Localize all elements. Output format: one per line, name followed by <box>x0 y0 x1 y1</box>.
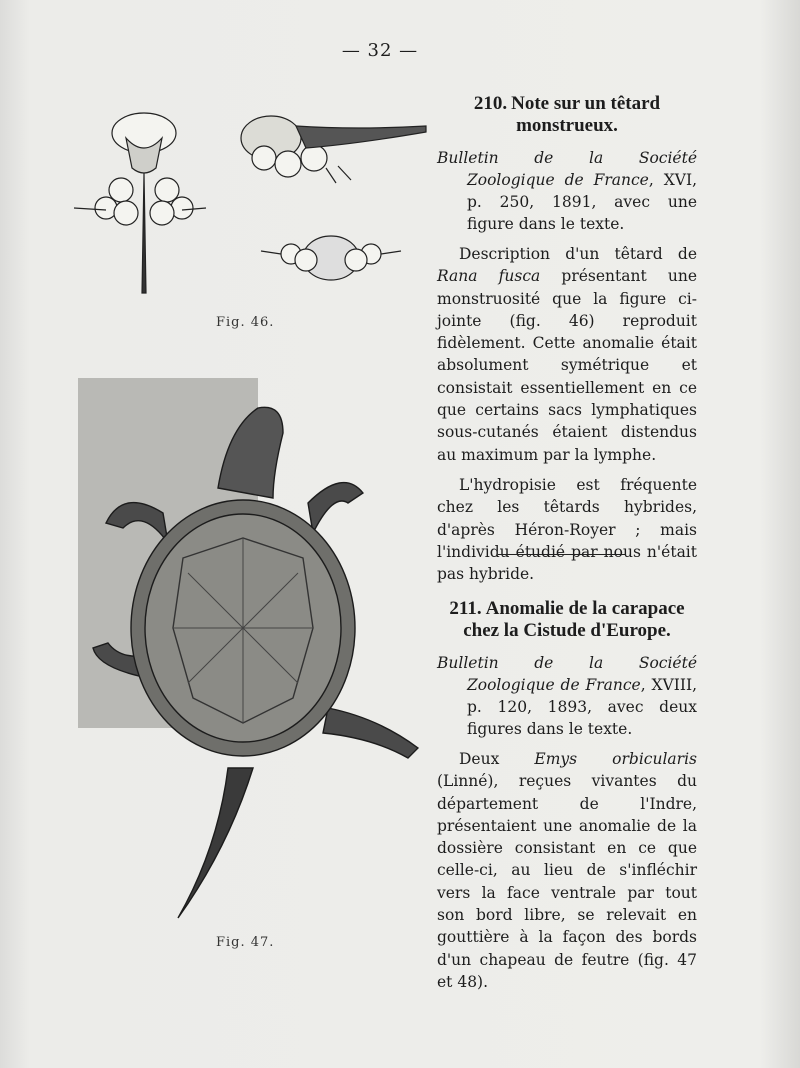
section-210-title: Note sur un têtard monstrueux. <box>511 93 661 136</box>
section-210-journal: Bulletin de la Société Zoologique de France <box>437 149 697 189</box>
section-210-paragraph-2: L'hydropisie est fréquente chez les têtards hybrides, d'après Héron-Royer ; mais l'individu étudié par nous n'était pas hybride. <box>437 475 697 584</box>
section-211 <box>437 598 697 993</box>
tadpole-lateral-view <box>241 116 426 183</box>
section-210-ref-details: , XVI, p. 250, 1891, avec une figure dans le texte. <box>467 171 698 233</box>
figure-46-caption: Fig. 46. <box>216 315 275 330</box>
figure-46-tadpoles <box>66 108 436 303</box>
section-211-number: 211. <box>449 598 482 619</box>
turtle-front-right-leg <box>308 483 363 533</box>
section-211-ref-details: , XVIII, p. 120, 1893, avec deux figures dans le texte. <box>467 676 697 738</box>
section-211-heading <box>437 598 697 642</box>
section-210-paragraph-1 <box>437 243 697 466</box>
section-211-title: Anomalie de la carapace chez la Cistude d'Europe. <box>463 598 685 641</box>
turtle-tail <box>178 768 253 918</box>
tadpole-dorsal-view <box>74 113 206 293</box>
turtle-rear-right-leg <box>323 708 418 758</box>
figure-47-turtle <box>78 378 433 923</box>
section-210-reference <box>437 147 697 235</box>
section-210 <box>437 93 697 585</box>
section-divider <box>498 554 626 555</box>
section-211-species: Emys orbicularis <box>534 750 697 768</box>
section-211-para1-end: (Linné), reçues vivantes du département de l'Indre, présentaient une anomalie de la dossière consistant en ce que celle-ci, au lieu de s'infléchir vers la face ventrale par tout son bord libre, se relevait en gouttière à la façon des bords d'un chapeau de feutre (fig. 47 et 48). <box>437 772 697 991</box>
page-number: — 32 — <box>341 40 419 61</box>
section-210-heading <box>437 93 697 137</box>
section-210-para1-start: Description d'un têtard de <box>459 245 697 263</box>
section-210-number: 210. <box>473 93 508 114</box>
section-211-paragraph-1 <box>437 748 697 993</box>
figure-47-caption: Fig. 47. <box>216 935 275 950</box>
tadpole-ventral-view <box>261 236 401 280</box>
section-211-journal: Bulletin de la Société Zoologique de France <box>437 654 697 694</box>
section-210-para1-end: présentant une monstruosité que la figure ci-jointe (fig. 46) reproduit fidèlement. Cette anomalie était absolument symétrique et consistait essentiellement en ce que certains sacs lymphatiques sous-cutanés étaient distendus au maximum par la lymphe. <box>437 267 697 464</box>
section-211-reference <box>437 652 697 740</box>
section-210-species: Rana fusca <box>437 267 541 286</box>
section-211-para1-start: Deux <box>459 750 535 768</box>
